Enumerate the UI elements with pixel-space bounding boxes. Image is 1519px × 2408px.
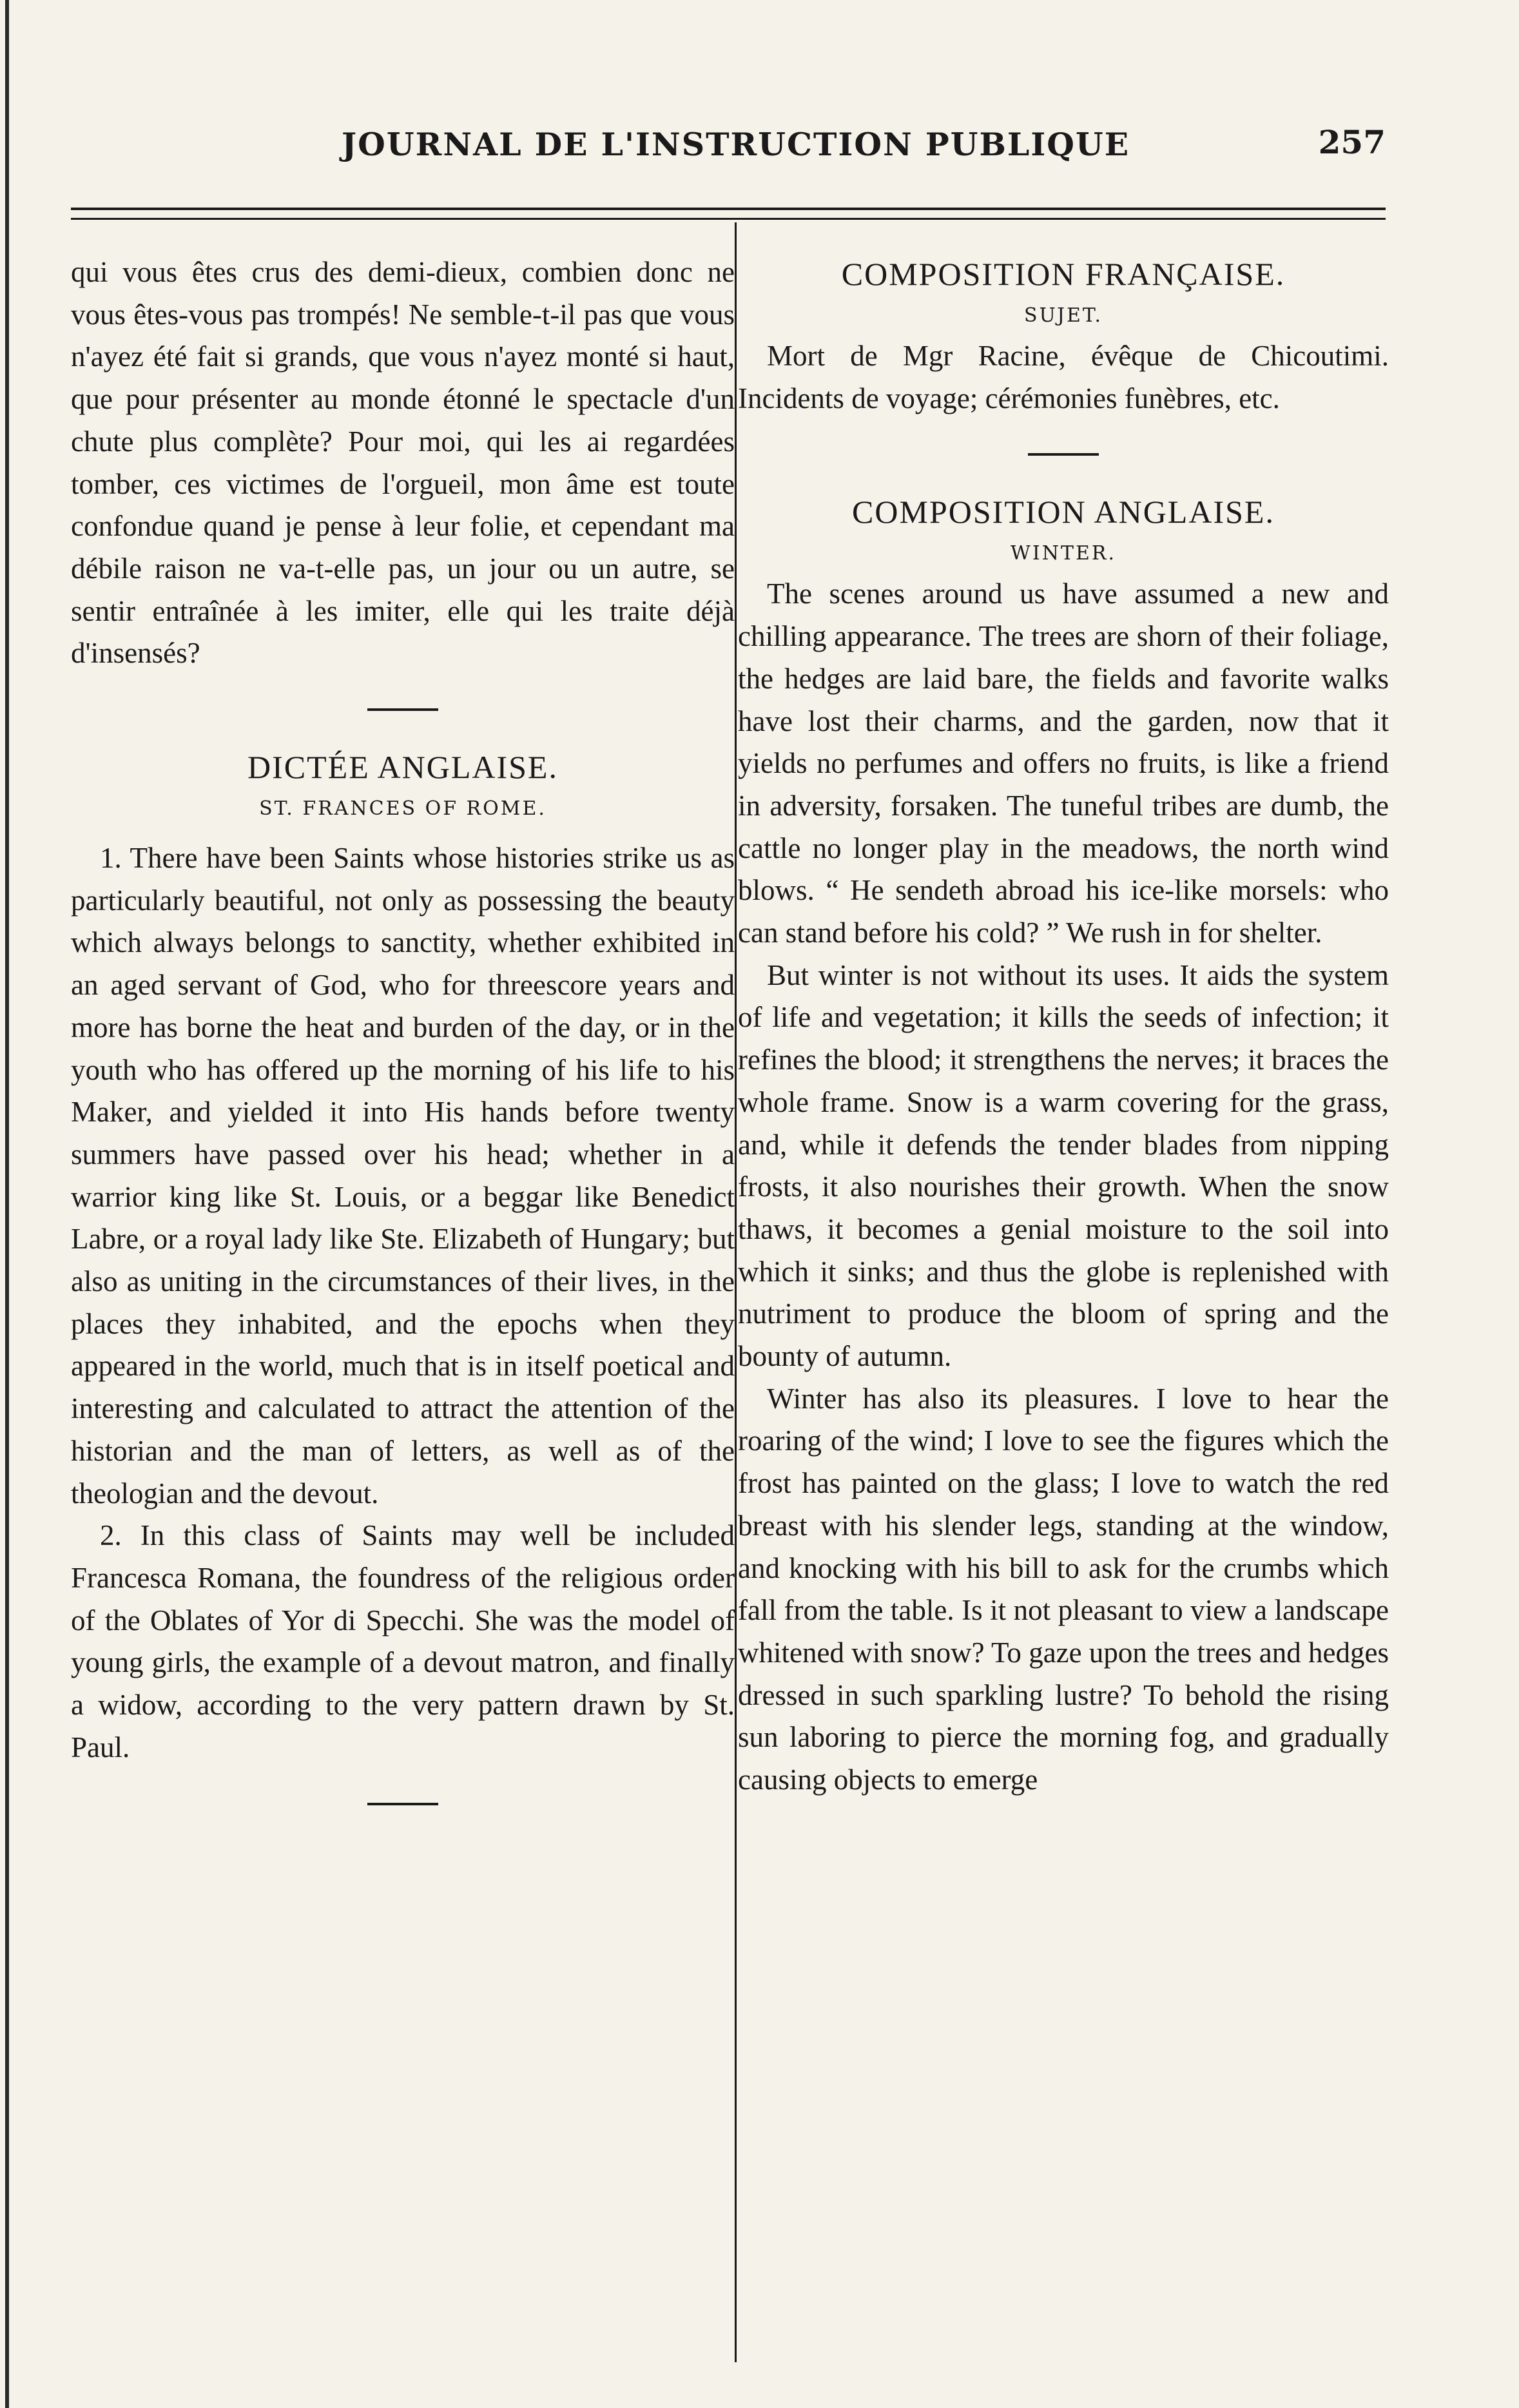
composition-anglaise-subtitle: WINTER. [1011,542,1116,565]
running-title: JOURNAL DE L'INSTRUCTION PUBLIQUE [342,126,1130,163]
right-column [738,251,1389,1801]
header-rule-top [71,208,1386,210]
header-rule-bottom [71,218,1386,220]
dictee-paragraph-1: 1. There have been Saints whose histories strike us as particularly beautiful, not only as possessing the beauty which always belongs to sanctity, whether exhibited in an aged servant of God, who for threescore years and more has borne the heat and burden of the day, or in the youth who has offered up the morning of his life to his Maker, and yielded it into His hands before twenty summers have passed over his head; whether in a warrior king like St. Louis, or a beggar like Benedict Labre, or a royal lady like Ste. Elizabeth of Hungary; but also as uniting in the circumstances of their lives, in the places they inhabited, and the epochs when they appeared in the world, much that is in itself poetical and interesting and calculated to attract the attention of the historian and the man of letters, as well as of the theologian and the devout. [71,842,735,1510]
composition-francaise-subtitle: SUJET. [1023,304,1103,327]
section-separator [367,1803,438,1805]
left-column [71,251,735,1839]
winter-paragraph-2: But winter is not without its uses. It aids the system of life and vegetation; it kills the seeds of infection; it refines the blood; it strengthens the nerves; it braces the whole frame. Snow is a warm covering for the grass, and, while it defends the tender blades from nipping frosts, it also nourishes their growth. When the snow thaws, it becomes a genial moisture to the soil into which it sinks; and thus the globe is replenished with nutriment to produce the bloom of spring and the bounty of autumn. [738,958,1389,1373]
opening-paragraph: qui vous êtes crus des demi-dieux, combien donc ne vous êtes-vous pas trompés! Ne semble-t-il pas que vous n'ayez été fait si grands, que vous n'ayez monté si haut, que pour présenter au monde étonné le spectacle d'un chute plus complète? Pour moi, qui les ai regardées tomber, ces victimes de l'orgueil, mon âme est toute confondue quand je pense à leur folie, et cependant ma débile raison ne va-t-elle pas, un jour ou un autre, se sentir entraînée à les imiter, elle qui les traite déjà d'insensés? [71,256,735,670]
page-number: 257 [1318,123,1386,161]
dictee-subtitle: ST. FRANCES OF ROME. [259,797,547,820]
composition-francaise-title: COMPOSITION FRANÇAISE. [841,256,1286,292]
composition-francaise-text: Mort de Mgr Racine, évêque de Chicoutimi. Incidents de voyage; cérémonies funèbres, etc. [738,340,1389,414]
winter-paragraph-3: Winter has also its pleasures. I love to hear the roaring of the wind; I love to see the figures which the frost has painted on the glass; I love to watch the red breast with his slender legs, standing at the window, and knocking with his bill to ask for the crumbs which fall from the table. Is it not pleasant to view a landscape whitened with snow? To gaze upon the trees and hedges dressed in such sparkling lustre? To behold the rising sun laboring to pierce the morning fog, and gradually causing objects to emerge [738,1382,1389,1796]
section-separator [1028,453,1099,456]
section-separator [367,708,438,711]
winter-paragraph-1: The scenes around us have assumed a new and chilling appearance. The trees are shorn of their foliage, the hedges are laid bare, the fields and favorite walks have lost their charms, and the garden, now that it yields no perfumes and offers no fruits, is like a friend in adversity, forsaken. The tuneful tribes are dumb, the cattle no longer play in the meadows, the north wind blows. “ He sendeth abroad his ice-like morsels: who can stand before his cold? ” We rush in for shelter. [738,578,1389,949]
page-header [71,123,1386,190]
page-binding-edge [5,0,9,2408]
composition-anglaise-title: COMPOSITION ANGLAISE. [852,494,1275,530]
dictee-paragraph-2: 2. In this class of Saints may well be included Francesca Romana, the foundress of the religious order of the Oblates of Yor di Specchi. She was the model of young girls, the example of a devout matron, and finally a widow, according to the very pattern drawn by St. Paul. [71,1519,735,1763]
dictee-title: DICTÉE ANGLAISE. [247,749,558,786]
column-divider [735,222,737,2362]
